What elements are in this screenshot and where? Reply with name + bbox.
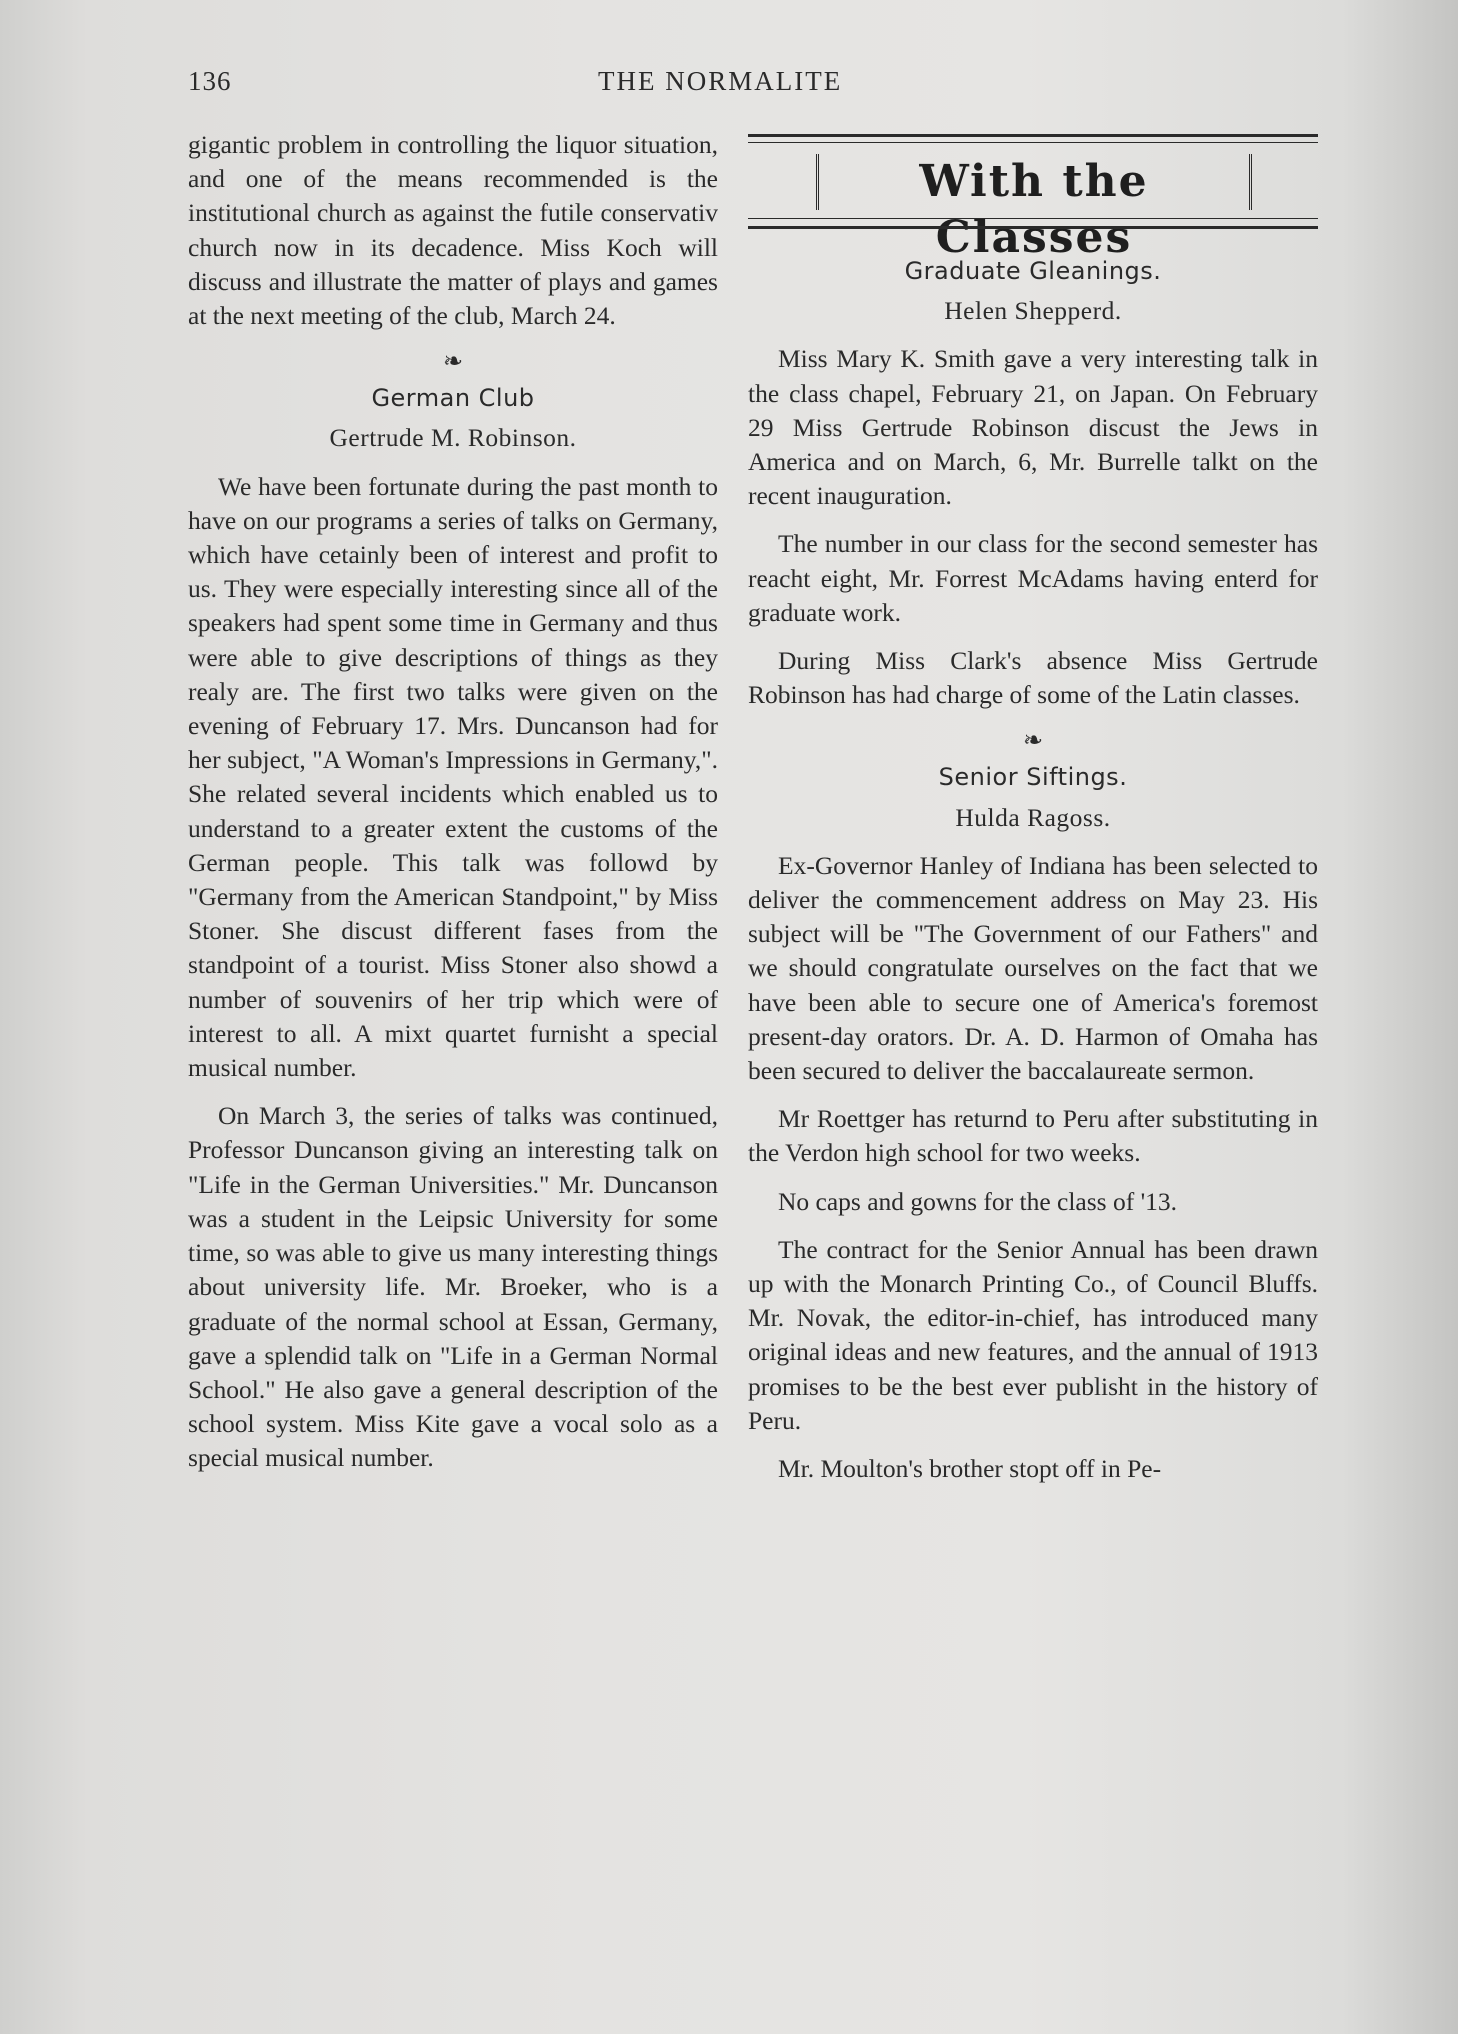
banner-rule — [748, 142, 1318, 143]
banner-rule — [748, 218, 1318, 219]
banner-rule — [748, 226, 1318, 229]
banner-box — [816, 154, 1252, 263]
with-the-classes-banner — [748, 128, 1318, 263]
senior-siftings-paragraph: The contract for the Senior Annual has been drawn up with the Monarch Printing Co., of Council Bluffs. Mr. Novak, the editor-in-chief, has introduced many original ideas and new features, and the annual of 1913 promises to be the best ever publisht in the history of Peru. — [748, 1234, 1318, 1435]
leaf-ornament-icon: ❧ — [442, 349, 464, 376]
senior-siftings-paragraph: Mr. Moulton's brother stopt off in Pe- — [778, 1454, 1162, 1484]
german-club-byline: Gertrude M. Robinson. — [329, 423, 577, 453]
graduate-gleanings-paragraph: During Miss Clark's absence Miss Gertrude Robinson has had charge of some of the Latin classes. — [748, 646, 1318, 710]
leaf-ornament-icon: ❧ — [1022, 728, 1044, 755]
senior-siftings-paragraph: No caps and gowns for the class of '13. — [778, 1186, 1178, 1216]
graduate-gleanings-title: Graduate Gleanings. — [904, 257, 1162, 285]
german-club-title: German Club — [371, 384, 535, 413]
senior-siftings-title: Senior Siftings. — [938, 763, 1128, 792]
graduate-gleanings-paragraph: The number in our class for the second semester has reacht eight, Mr. Forrest McAdams having enterd for graduate work. — [748, 529, 1318, 627]
left-column — [188, 128, 718, 1490]
banner-title: With the Classes — [919, 156, 1149, 263]
german-club-paragraph: We have been fortunate during the past month to have on our programs a series of talks on Germany, which have cetainly been of interest and profit to us. They were especially interesting since all of the speakers had spent some time in Germany and thus were able to give descriptions of things as they realy are. The first two talks were given on the evening of February 17. Mrs. Duncanson had for her subject, "A Woman's Impressions in Germany,". She related several incidents which enabled us to understand to a greater extent the customs of the German people. This talk was followd by "Germany from the American Standpoint," by Miss Stoner. She discust different fases from the standpoint of a tourist. Miss Stoner also showd a number of souvenirs of her trip which were of interest to all. A mixt quartet furnisht a special musical number. — [188, 471, 718, 1083]
german-club-paragraph: On March 3, the series of talks was continued, Professor Duncanson giving an interesting talk on "Life in the German Universities." Mr. Duncanson was a student in the Leipsic University for some time, so was able to give us many interesting things about university life. Mr. Broeker, who is a graduate of the normal school at Essan, Germany, gave a splendid talk on "Life in a German Normal School." He also gave a general description of the school system. Miss Kite gave a vocal solo as a special musical number. — [188, 1101, 718, 1473]
running-head — [188, 66, 1328, 106]
intro-paragraph: gigantic problem in controlling the liquor situation, and one of the means recommended is the institutional church as against the futile conservativ church now in its decadence. Miss Koch will discuss and illustrate the matter of plays and games at the next meeting of the club, March 24. — [188, 130, 718, 331]
page-number: 136 — [188, 66, 232, 96]
senior-siftings-paragraph: Mr Roettger has returnd to Peru after substituting in the Verdon high school for two weeks. — [748, 1104, 1318, 1168]
banner-rule — [748, 134, 1318, 137]
graduate-gleanings-byline: Helen Shepperd. — [944, 296, 1122, 326]
journal-title: THE NORMALITE — [598, 66, 843, 96]
senior-siftings-paragraph: Ex-Governor Hanley of Indiana has been selected to deliver the commencement address on May 23. His subject will be "The Government of our Fathers" and we should congratulate ourselves on the fact that we have been able to secure one of America's foremost present-day orators. Dr. A. D. Harmon of Omaha has been secured to deliver the baccalaureate sermon. — [748, 850, 1318, 1086]
right-column — [748, 128, 1318, 1500]
senior-siftings-byline: Hulda Ragoss. — [955, 802, 1111, 832]
graduate-gleanings-paragraph: Miss Mary K. Smith gave a very interesting talk in the class chapel, February 21, on Japan. On February 29 Miss Gertrude Robinson discust the Jews in America and on March, 6, Mr. Burrelle talkt on the recent inauguration. — [748, 344, 1318, 511]
